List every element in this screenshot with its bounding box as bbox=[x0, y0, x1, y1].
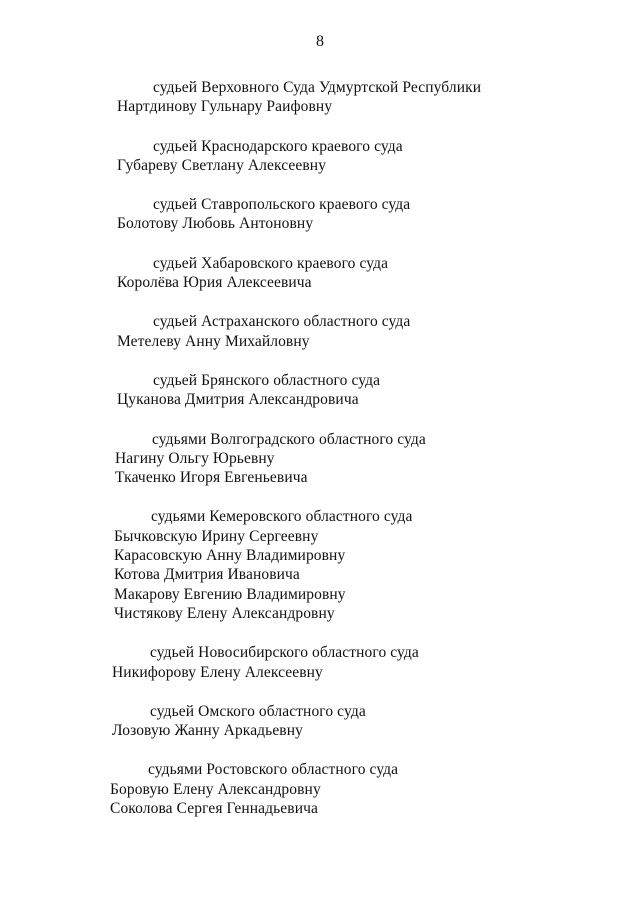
court-title: судьей Ставропольского краевого суда bbox=[153, 196, 411, 214]
judge-name: Макарову Евгению Владимировну bbox=[114, 585, 346, 603]
judge-name: Метелеву Анну Михайловну bbox=[117, 332, 310, 350]
appointment-entry bbox=[0, 254, 640, 293]
appointment-entry bbox=[0, 312, 640, 351]
court-title: судьей Верховного Суда Удмуртской Республики bbox=[153, 79, 482, 96]
appointment-entry bbox=[0, 760, 640, 818]
appointment-list bbox=[0, 78, 640, 838]
court-title: судьями Ростовского областного суда bbox=[148, 761, 399, 779]
judge-name: Ткаченко Игоря Евгеньевича bbox=[115, 469, 308, 487]
judge-name: Чистякову Елену Александровну bbox=[114, 604, 335, 622]
judge-name: Губареву Светлану Алексеевну bbox=[117, 156, 327, 174]
court-title: судьей Хабаровского краевого суда bbox=[153, 254, 389, 272]
page-number: 8 bbox=[316, 33, 324, 50]
appointment-entry bbox=[0, 78, 640, 117]
judge-name: Боровую Елену Александровну bbox=[110, 780, 321, 798]
court-title: судьями Кемеровского областного суда bbox=[151, 508, 413, 526]
appointment-entry bbox=[0, 702, 640, 741]
court-title: судьей Новосибирского областного суда bbox=[150, 644, 419, 662]
court-title: судьей Брянского областного суда bbox=[153, 371, 381, 389]
court-title: судьей Омского областного суда bbox=[150, 702, 366, 720]
appointment-entry bbox=[0, 137, 640, 176]
judge-name: Бычковскую Ирину Сергеевну bbox=[114, 527, 319, 545]
judge-name: Болотову Любовь Антоновну bbox=[117, 215, 314, 233]
appointment-entry bbox=[0, 195, 640, 234]
judge-name: Лозовую Жанну Аркадьевну bbox=[112, 722, 303, 740]
appointment-entry bbox=[0, 643, 640, 682]
appointment-entry bbox=[0, 507, 640, 623]
judge-name: Никифорову Елену Алексеевну bbox=[112, 663, 323, 681]
judge-name: Цуканова Дмитрия Александровича bbox=[117, 391, 359, 409]
judge-name: Котова Дмитрия Ивановича bbox=[114, 566, 300, 584]
judge-name: Королёва Юрия Алексеевича bbox=[117, 274, 312, 292]
court-title: судьей Краснодарского краевого суда bbox=[153, 137, 403, 155]
appointment-entry bbox=[0, 430, 640, 488]
judge-name: Карасовскую Анну Владимировну bbox=[114, 547, 346, 565]
judge-name: Соколова Сергея Геннадьевича bbox=[110, 800, 318, 818]
court-title: судьей Астраханского областного суда bbox=[153, 313, 411, 331]
judge-name: Нартдинову Гульнару Раифовну bbox=[117, 98, 333, 116]
appointment-entry bbox=[0, 371, 640, 410]
judge-name: Нагину Ольгу Юрьевну bbox=[115, 449, 275, 467]
court-title: судьями Волгоградского областного суда bbox=[152, 430, 426, 448]
